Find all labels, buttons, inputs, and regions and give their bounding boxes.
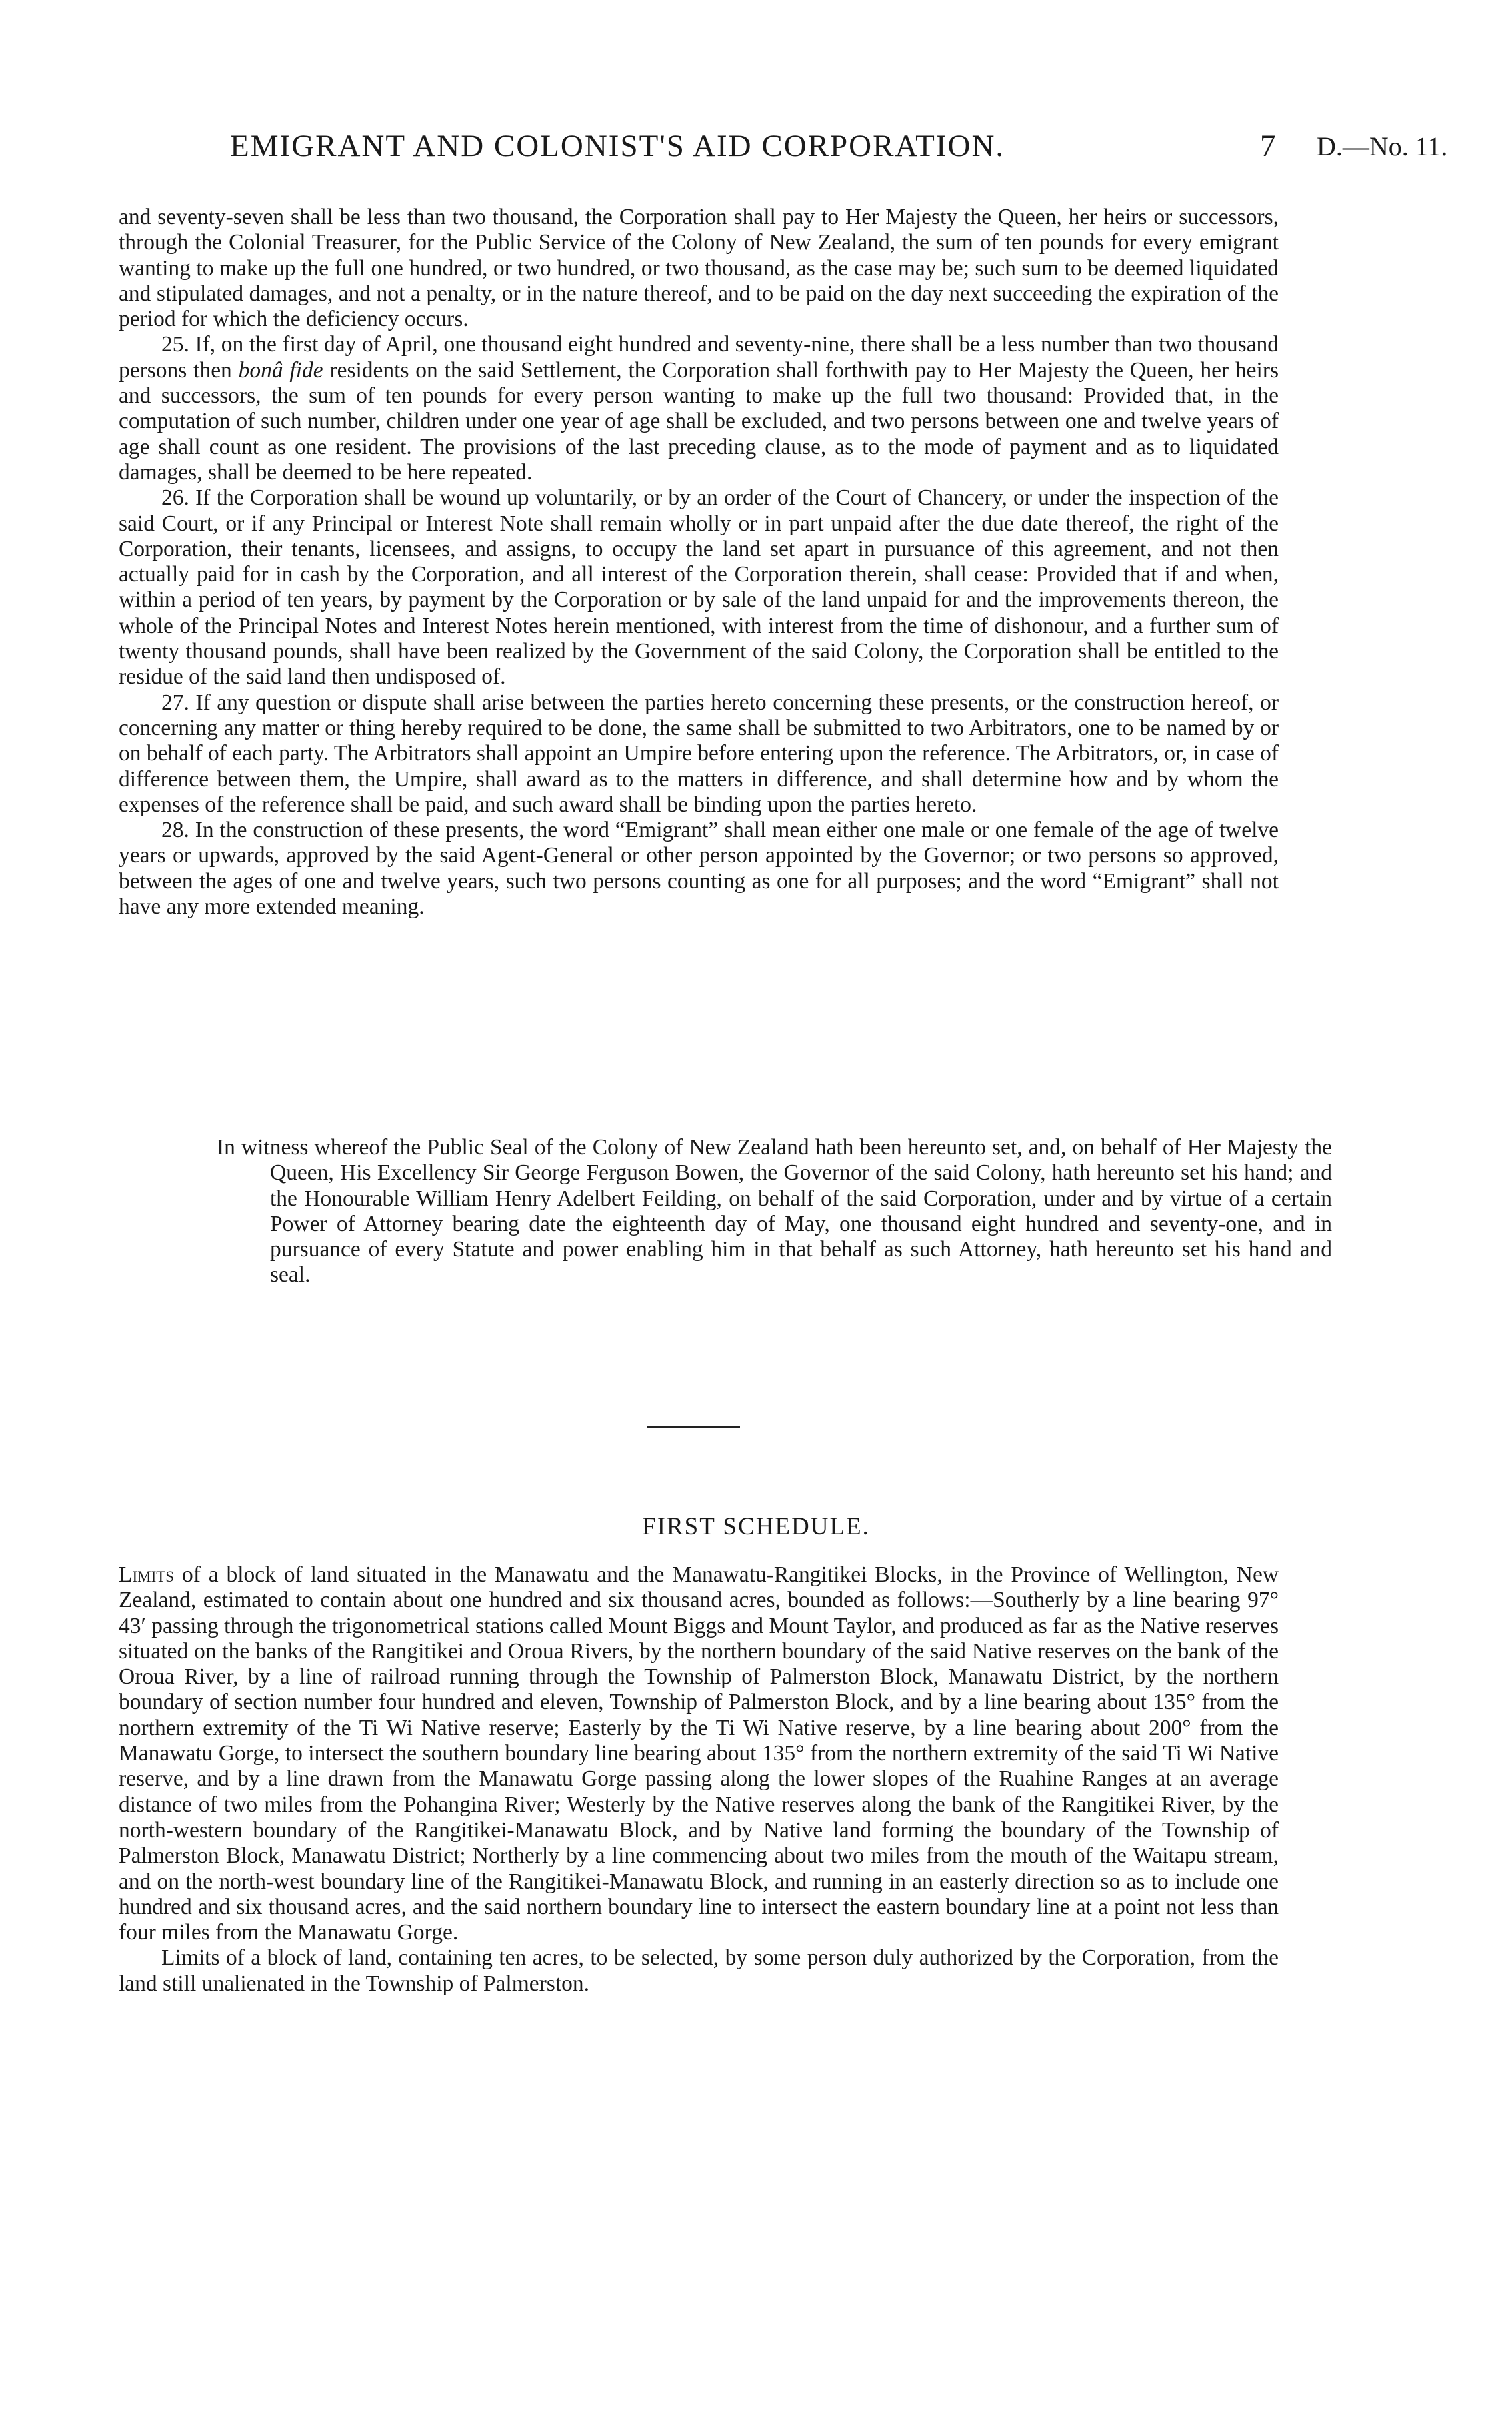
schedule-body — [119, 1562, 1279, 1997]
document-reference: D.—No. 11. — [1317, 131, 1448, 161]
schedule-paragraph-1-text: of a block of land situated in the Manawatu and the Manawatu-Rangitikei Blocks, in the Province of Wellington, New Zealand, estimated to contain about one hundred and six thousand acres, bounded as follows:—Southerly by a line bearing 97° 43′ passing through the trigonometrical stations called Mount Biggs and Mount Taylor, and produced as far as the Native reserves situated on the banks of the Rangitikei and Oroua Rivers, by the northern boundary of the said Native reserves on the bank of the Oroua River, by a line of railroad running through the Township of Palmerston Block, Manawatu District, by the northern boundary of section number four hundred and eleven, Township of Palmerston Block, and by a line bearing about 135° from the northern extremity of the Ti Wi Native reserve; Easterly by the Ti Wi Native reserve, by a line bearing about 200° from the Manawatu Gorge, to intersect the southern boundary line bearing about 135° from the northern extremity of the said Ti Wi Native reserve, and by a line drawn from the Manawatu Gorge passing along the lower slopes of the Ruahine Ranges at an average distance of two miles from the Pohangina River; Westerly by the Native reserves along the bank of the Rangitikei River, by the north-western boundary of the Rangitikei-Manawatu Block, and by Native land forming the boundary of the Township of Palmerston Block, Manawatu District; Northerly by a line commencing about two miles from the mouth of the Waitapu stream, and on the north-west boundary line of the Rangitikei-Manawatu Block, and running in an easterly direction so as to include one hundred and six thousand acres, and the said northern boundary line to intersect the eastern boundary line at a point not less than four miles from the Manawatu Gorge. — [119, 1562, 1279, 1945]
page-number: 7 — [1260, 129, 1276, 163]
clause-25-italic: bonâ fide — [238, 357, 323, 383]
running-title: EMIGRANT AND COLONIST'S AID CORPORATION. — [230, 129, 1005, 163]
clause-27: 27. If any question or dispute shall arise between the parties hereto concerning these presents, or the construction hereof, or concerning any matter or thing hereby required to be done, the same shall be submitted to two Arbitrators, one to be named by or on behalf of each party. The Arbitrators shall appoint an Umpire before entering upon the reference. The Arbitrators, or, in case of difference between them, the Umpire, shall award as to the matters in difference, and shall determine how and by whom the expenses of the reference shall be paid, and such award shall be binding upon the parties hereto. — [119, 690, 1279, 817]
clause-28: 28. In the construction of these presents, the word “Emigrant” shall mean either one male or one female of the age of twelve years or upwards, approved by the said Agent-General or other person appointed by the Governor; or two persons so approved, between the ages of one and twelve years, such two persons counting as one for all purposes; and the word “Emigrant” shall not have any more extended meaning. — [119, 818, 1279, 920]
schedule-paragraph-2: Limits of a block of land, containing ten acres, to be selected, by some person duly authorized by the Corporation, from the land still unalienated in the Township of Palmerston. — [119, 1945, 1279, 1996]
running-header — [0, 128, 1512, 175]
clause-26: 26. If the Corporation shall be wound up voluntarily, or by an order of the Court of Chancery, or under the inspection of the said Court, or if any Principal or Interest Note shall remain wholly or in part unpaid after the due date thereof, the right of the Corporation, their tenants, licensees, and assigns, to occupy the land set apart in pursuance of this agreement, and not then actually paid for in cash by the Corporation, and all interest of the Corporation therein, shall cease: Provided that if and when, within a period of ten years, by payment by the Corporation or by sale of the land unpaid for and the improvements thereon, the whole of the Principal Notes and Interest Notes herein mentioned, with interest from the time of dishonour, and a further sum of twenty thousand pounds, shall have been realized by the Government of the said Colony, the Corporation shall be entitled to the residue of the said land then undisposed of. — [119, 485, 1279, 690]
clause-25-text-b: residents on the said Settlement, the Corporation shall forthwith pay to Her Majesty the Queen, her heirs and successors, the sum of ten pounds for every person wanting to make up the full two thousand: Provided that, in the computation of such number, children under one year of age shall be excluded, and two persons between one and twelve years of age shall count as one resident. The provisions of the last preceding clause, as to the mode of payment and as to liquidated damages, shall be deemed to be here repeated. — [119, 357, 1279, 485]
clause-25-text-a: 25. If, on the first day of April, one thousand eight hundred and seventy-nine, there shall be a less number than two thousand persons then — [119, 332, 1279, 383]
witness-clause: In witness whereof the Public Seal of the Colony of New Zealand hath been hereunto set, and, on behalf of Her Majesty the Queen, His Excellency Sir George Ferguson Bowen, the Governor of the said Colony, hath hereunto set his hand; and the Honourable William Henry Adelbert Feilding, on behalf of the said Corporation, under and by virtue of a certain Power of Attorney bearing date the eighteenth day of May, one thousand eight hundred and seventy-one, and in pursuance of every Statute and power enabling him in that behalf as such Attorney, hath hereunto set his hand and seal. — [217, 1135, 1332, 1288]
continuation-paragraph: and seventy-seven shall be less than two thousand, the Corporation shall pay to Her Majesty the Queen, her heirs or successors, through the Colonial Treasurer, for the Public Service of the Colony of New Zealand, the sum of ten pounds for every emigrant wanting to make up the full one hundred, or two hundred, or two thousand, as the case may be; such sum to be deemed liquidated and stipulated damages, and not a penalty, or in the nature thereof, and to be paid on the day next succeeding the expiration of the period for which the deficiency occurs. — [119, 205, 1279, 332]
clause-25 — [119, 332, 1279, 485]
schedule-heading: FIRST SCHEDULE. — [642, 1513, 870, 1540]
section-divider — [647, 1426, 740, 1428]
agreement-clauses — [119, 205, 1279, 920]
schedule-paragraph-1 — [119, 1562, 1279, 1945]
schedule-lead-word: Limits — [119, 1562, 175, 1587]
